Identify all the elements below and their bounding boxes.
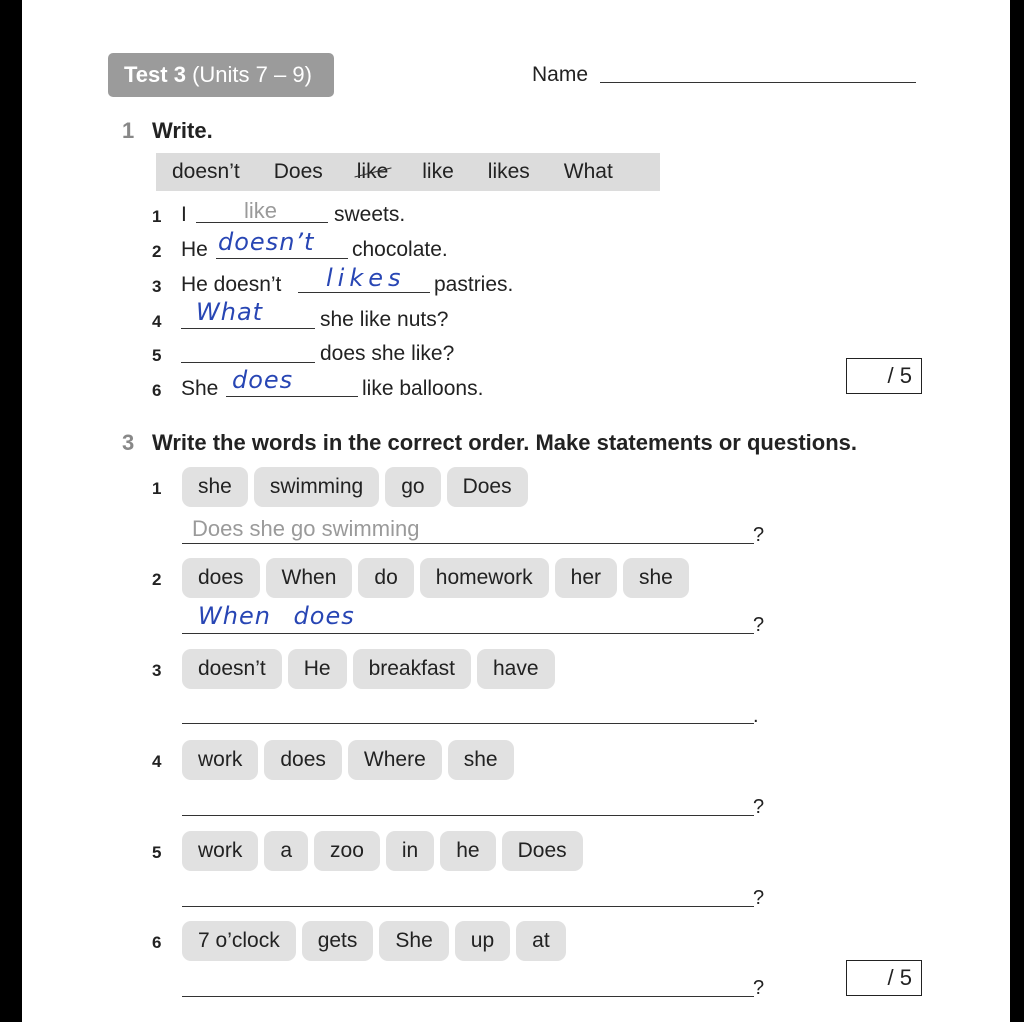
item-text-after: like balloons. [362,377,484,400]
item-number: 6 [152,381,162,400]
score-box: / 5 [846,358,922,394]
test-badge [108,53,334,97]
word-bank [156,153,660,191]
example-answer: like [244,198,278,223]
word-bank-item: What [563,160,613,183]
end-punctuation: ? [753,614,765,636]
word-chip: 7 o’clock [182,921,296,961]
word-chip: at [516,921,566,961]
section3-number: 3 [122,430,135,455]
item-text-after: she like nuts? [320,308,449,331]
section3-title: Write the words in the correct order. Make statements or questions. [152,430,857,455]
item-number: 1 [152,479,162,498]
answer-blank[interactable] [298,292,430,293]
word-chip: homework [420,558,549,598]
word-chip: does [264,740,342,780]
word-chip: Does [502,831,583,871]
worksheet-page [22,0,1010,1022]
handwritten-answer: does [232,366,294,394]
handwritten-answer: What [196,298,264,326]
word-chip: breakfast [353,649,471,689]
word-chip: up [455,921,510,961]
word-bank-item: like [422,160,454,183]
word-chips [182,831,583,871]
item-number: 2 [152,242,162,261]
word-chip: She [379,921,448,961]
answer-line[interactable] [182,633,754,634]
word-chip: have [477,649,555,689]
score-box: / 5 [846,960,922,996]
word-chips [182,740,514,780]
answer-blank[interactable] [216,258,348,259]
end-punctuation: . [753,705,759,727]
word-bank-item: Does [273,160,323,183]
item-text-before: He doesn’t [181,273,282,296]
word-chip: doesn’t [182,649,282,689]
word-chip: does [182,558,260,598]
word-chip: He [288,649,347,689]
word-chip: a [264,831,308,871]
word-chip: zoo [314,831,380,871]
name-field[interactable] [600,82,916,83]
word-bank-item-crossed: like [356,160,389,183]
answer-blank[interactable] [181,362,315,363]
word-chips [182,467,528,507]
answer-blank[interactable] [181,328,315,329]
end-punctuation: ? [753,796,765,818]
word-chip: go [385,467,440,507]
item-text-before: I [181,203,187,226]
item-number: 4 [152,752,162,771]
item-text-before: He [181,238,208,261]
word-bank-item: likes [487,160,530,183]
word-chip: When [266,558,353,598]
item-text-after: pastries. [434,273,514,296]
answer-line[interactable] [182,723,754,724]
test-units: (Units 7 – 9) [192,62,312,87]
item-text-after: chocolate. [352,238,448,261]
end-punctuation: ? [753,887,765,909]
word-chip: Does [447,467,528,507]
item-number: 2 [152,570,162,589]
item-text-after: does she like? [320,342,455,365]
item-number: 1 [152,207,162,226]
item-number: 5 [152,843,162,862]
word-chip: work [182,831,258,871]
answer-line[interactable] [182,543,754,544]
item-text-before: She [181,377,219,400]
word-bank-item: doesn’t [172,160,240,183]
word-chip: he [440,831,495,871]
word-chip: work [182,740,258,780]
word-chip: Where [348,740,442,780]
word-chip: she [623,558,689,598]
word-chips [182,558,689,598]
name-label: Name [532,63,589,86]
item-number: 6 [152,933,162,952]
handwritten-answer: doesn’t [218,228,315,256]
item-text-after: sweets. [334,203,406,226]
word-chip: she [182,467,248,507]
item-number: 4 [152,312,162,331]
test-number: Test 3 [124,62,186,87]
word-chip: in [386,831,434,871]
answer-blank[interactable] [226,396,358,397]
item-number: 3 [152,277,162,296]
item-number: 3 [152,661,162,680]
example-answer: Does she go swimming [192,516,420,541]
word-chips [182,921,566,961]
word-chip: gets [302,921,374,961]
end-punctuation: ? [753,977,765,999]
section1-title: Write. [152,118,213,143]
word-chip: her [555,558,617,598]
answer-line[interactable] [182,996,754,997]
item-number: 5 [152,346,162,365]
handwritten-answer: likes [326,264,406,292]
word-chips [182,649,555,689]
word-chip: do [358,558,413,598]
word-chip: swimming [254,467,379,507]
answer-line[interactable] [182,906,754,907]
handwritten-answer: When does [198,602,355,630]
end-punctuation: ? [753,524,765,546]
word-chip: she [448,740,514,780]
answer-line[interactable] [182,815,754,816]
section1-number: 1 [122,118,135,143]
